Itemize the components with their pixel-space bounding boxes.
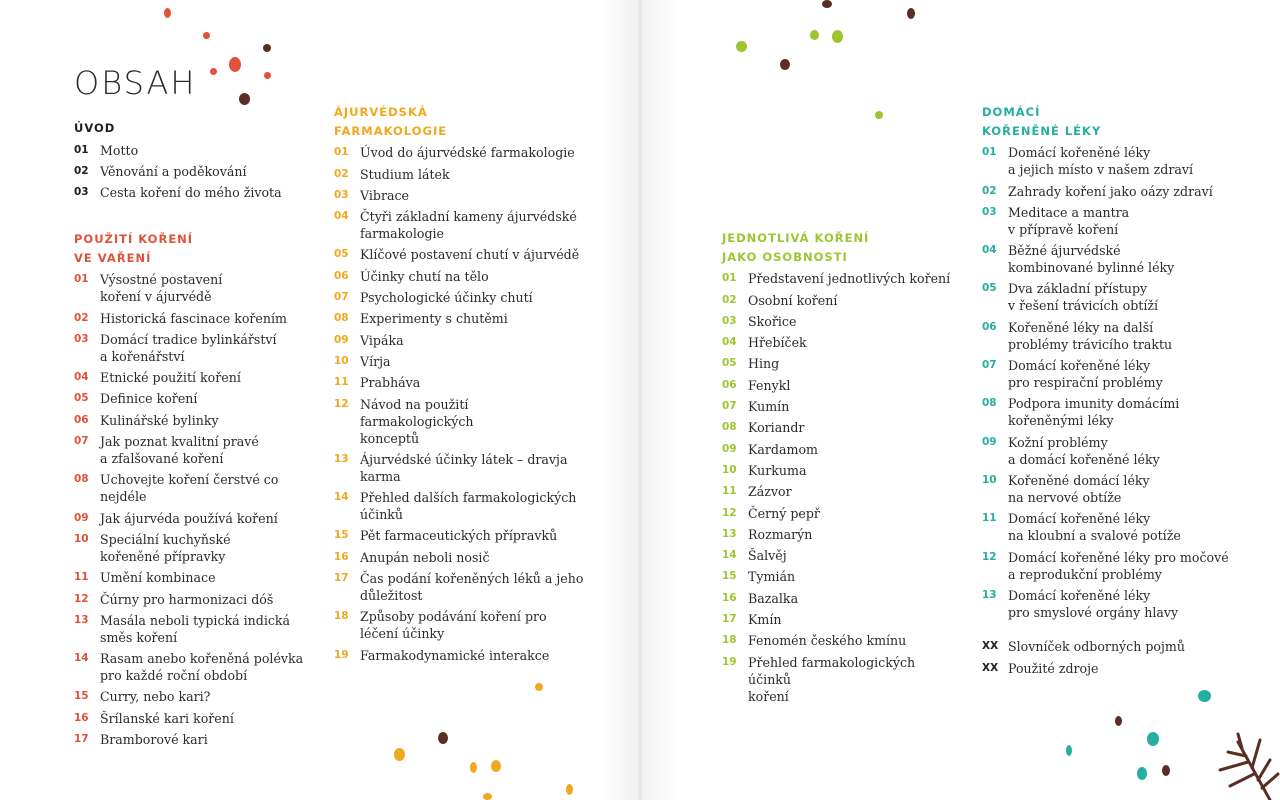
entry-number: 12 [722,506,737,519]
entry-title: Domácí tradice bylinkářství a kořenářství [100,331,277,364]
entry-number: 12 [74,592,89,605]
toc-entry [982,638,1242,655]
entry-number: 09 [722,442,737,455]
entry-number: 13 [722,527,737,540]
entry-title: Fenykl [748,377,791,393]
toc-entry [982,587,1242,621]
toc-list [722,270,962,704]
section-pouziti-koreni [74,230,324,748]
entry-title: Šrílanské kari koření [100,710,234,726]
toc-entry [722,483,962,500]
toc-entry [74,271,324,305]
entry-number: 12 [334,397,349,410]
entry-number: 04 [334,210,349,223]
entry-title: Návod na použití farmakologických konceptů [360,396,474,446]
toc-entry [334,570,584,604]
entry-title: Definice koření [100,391,198,407]
toc-entry [722,419,962,436]
toc-entry [74,471,324,505]
entry-title: Rasam anebo kořeněná polévka pro každé roční období [100,651,304,684]
toc-entry [722,568,962,585]
entry-title: Kořeněné léky na další problémy trávicího traktu [1008,319,1173,352]
toc-entry [74,412,324,429]
entry-number: 09 [334,333,349,346]
toc-entry [74,688,324,705]
entry-title: Kulinářské bylinky [100,412,219,428]
entry-number: 06 [74,413,89,426]
entry-title: Podpora imunity domácími kořeněnými léky [1008,396,1180,429]
toc-entry [982,395,1242,429]
entry-title: Představení jednotlivých koření [748,271,951,287]
section-heading: JEDNOTLIVÁ KOŘENÍ JAKO OSOBNOSTI [722,231,870,264]
entry-number: 04 [74,371,89,384]
toc-entry [334,332,584,349]
entry-number: 15 [722,570,737,583]
entry-number: 18 [722,634,737,647]
entry-number: 06 [334,269,349,282]
entry-number: 16 [722,591,737,604]
entry-number: 04 [722,336,737,349]
entry-title: Domácí kořeněné léky pro močové a reprodukční problémy [1008,549,1229,582]
toc-entry [722,355,962,372]
entry-number: XX [982,661,999,674]
entry-title: Kumín [748,399,790,415]
entry-title: Zahrady koření jako oázy zdraví [1008,183,1213,199]
toc-list [334,144,584,663]
entry-title: Vipáka [360,332,404,348]
section-heading: DOMÁCÍ KOŘENĚNÉ LÉKY [982,105,1102,138]
section-jednotliva-koreni [722,229,962,705]
toc-entry [722,547,962,564]
entry-number: 02 [74,165,89,178]
entry-title: Způsoby podávání koření pro léčení účinky [360,609,547,642]
section-heading: ÚVOD [74,121,116,135]
right-page [640,0,1280,800]
entry-title: Kmín [748,612,782,628]
entry-number: 02 [334,167,349,180]
entry-title: Experimenty s chutěmi [360,311,508,327]
entry-title: Bazalka [748,590,799,606]
toc-entry [74,142,314,159]
toc-entry [334,374,584,391]
entry-number: 07 [722,400,737,413]
entry-title: Čúrny pro harmonizaci dóš [100,591,274,607]
entry-title: Domácí kořeněné léky pro smyslové orgány hlavy [1008,587,1179,620]
entry-number: 03 [722,314,737,327]
toc-entry [334,451,584,485]
entry-title: Tymián [748,569,796,585]
entry-title: Šalvěj [748,548,787,564]
toc-entry [74,569,324,586]
entry-number: 02 [982,184,997,197]
entry-number: 16 [334,550,349,563]
entry-title: Slovníček odborných pojmů [1008,639,1185,655]
entry-title: Kurkuma [748,462,807,478]
entry-number: 17 [74,733,89,746]
entry-number: 13 [982,588,997,601]
entry-title: Jak poznat kvalitní pravé a zfalšované koření [100,434,259,467]
entry-title: Klíčové postavení chutí v ájurvédě [360,247,580,263]
toc-entry [722,590,962,607]
entry-title: Bramborové kari [100,732,208,748]
entry-title: Studium látek [360,166,450,182]
toc-list [982,638,1242,676]
toc-entry [722,526,962,543]
entry-number: 09 [74,511,89,524]
entry-number: 17 [722,613,737,626]
entry-title: Etnické použití koření [100,370,241,386]
entry-title: Koriandr [748,420,805,436]
toc-entry [74,331,324,365]
entry-number: 03 [74,332,89,345]
entry-number: 01 [722,272,737,285]
toc-entry [334,289,584,306]
entry-title: Kořeněné domácí léky na nervové obtíže [1008,472,1150,505]
entry-title: Jak ájurvéda používá koření [100,510,278,526]
entry-number: 11 [334,376,349,389]
toc-entry [334,208,584,242]
entry-number: 01 [74,143,89,156]
toc-entry [722,611,962,628]
entry-title: Černý pepř [748,505,820,521]
entry-title: Čtyři základní kameny ájurvédské farmakologie [360,209,577,242]
entry-number: 14 [334,491,349,504]
toc-entry [74,710,324,727]
toc-entry [334,187,584,204]
entry-number: XX [982,640,999,653]
entry-number: 08 [334,312,349,325]
entry-title: Zázvor [748,484,792,500]
toc-entry [74,390,324,407]
entry-title: Uchovejte koření čerstvé co nejdéle [100,472,279,505]
entry-title: Ájurvédské účinky látek – dravja karma [360,451,568,484]
entry-title: Domácí kořeněné léky a jejich místo v našem zdraví [1008,145,1194,178]
toc-entry [722,632,962,649]
entry-number: 11 [74,571,89,584]
toc-entry [982,510,1242,544]
entry-title: Masála neboli typická indická směs koření [100,612,291,645]
entry-title: Použité zdroje [1008,660,1099,676]
toc-entry [334,608,584,642]
entry-number: 09 [982,435,997,448]
toc-entry [334,527,584,544]
entry-number: 05 [74,392,89,405]
entry-number: 05 [334,248,349,261]
toc-entry [74,591,324,608]
entry-title: Skořice [748,313,797,329]
entry-title: Výsostné postavení koření v ájurvédě [100,272,223,305]
toc-entry [334,268,584,285]
entry-title: Účinky chutí na tělo [360,268,489,284]
entry-number: 08 [722,421,737,434]
section-heading: ÁJURVÉDSKÁ FARMAKOLOGIE [334,105,448,138]
entry-number: 16 [74,711,89,724]
entry-number: 08 [74,473,89,486]
toc-entry [982,434,1242,468]
entry-number: 14 [722,549,737,562]
entry-number: 01 [74,273,89,286]
page-title: OBSAH [74,64,197,102]
entry-title: Anupán neboli nosič [360,549,490,565]
entry-number: 11 [982,512,997,525]
entry-number: 07 [982,359,997,372]
entry-title: Běžné ájurvédské kombinované bylinné léky [1008,243,1175,276]
entry-title: Historická fascinace kořením [100,310,287,326]
toc-entry [334,549,584,566]
entry-number: 05 [722,357,737,370]
entry-number: 14 [74,652,89,665]
entry-title: Cesta koření do mého života [100,185,282,201]
entry-number: 06 [982,320,997,333]
entry-title: Farmakodynamické interakce [360,647,550,663]
entry-title: Osobní koření [748,292,838,308]
toc-entry [74,731,324,748]
entry-title: Přehled farmakologických účinků koření [748,654,916,704]
toc-entry [334,310,584,327]
entry-title: Meditace a mantra v přípravě koření [1008,204,1130,237]
entry-number: 12 [982,550,997,563]
entry-number: 04 [982,244,997,257]
entry-number: 07 [334,291,349,304]
entry-number: 10 [334,354,349,367]
toc-entry [74,650,324,684]
toc-entry [334,144,584,161]
toc-entry [722,377,962,394]
toc-entry [334,246,584,263]
toc-list [982,144,1242,621]
entry-number: 19 [722,655,737,668]
entry-title: Vibrace [360,187,409,203]
toc-entry [982,660,1242,677]
toc-entry [722,441,962,458]
entry-title: Věnování a poděkování [100,164,247,180]
branch-illustration [1200,730,1280,800]
entry-number: 03 [334,188,349,201]
entry-title: Vírja [360,353,391,369]
entry-number: 15 [334,529,349,542]
entry-number: 07 [74,435,89,448]
entry-title: Domácí kořeněné léky pro respirační problémy [1008,358,1163,391]
toc-entry [334,489,584,523]
entry-number: 06 [722,378,737,391]
toc-entry [982,549,1242,583]
entry-number: 10 [722,463,737,476]
entry-title: Kardamom [748,441,818,457]
entry-number: 01 [982,146,997,159]
toc-entry [722,270,962,287]
section-uvod [74,119,314,201]
section-heading: POUŽITÍ KOŘENÍ VE VAŘENÍ [74,232,194,265]
toc-entry [334,647,584,664]
section-appendix [982,634,1242,677]
toc-entry [74,369,324,386]
section-ajurvedska-farmakologie [334,103,584,664]
entry-title: Prabháva [360,375,421,391]
entry-title: Úvod do ájurvédské farmakologie [360,145,575,161]
toc-entry [334,166,584,183]
entry-title: Rozmarýn [748,526,813,542]
section-domaci-korenene-leky [982,103,1242,621]
entry-number: 17 [334,572,349,585]
entry-number: 13 [74,613,89,626]
toc-entry [334,396,584,447]
entry-title: Fenomén českého kmínu [748,633,907,649]
entry-number: 10 [74,532,89,545]
toc-entry [74,310,324,327]
entry-title: Psychologické účinky chutí [360,290,533,306]
entry-number: 02 [74,311,89,324]
toc-entry [74,612,324,646]
toc-entry [334,353,584,370]
toc-entry [982,183,1242,200]
toc-entry [982,357,1242,391]
toc-entry [982,242,1242,276]
toc-entry [722,313,962,330]
entry-title: Dva základní přístupy v řešení trávicích obtíží [1008,281,1159,314]
toc-list [74,271,324,748]
toc-list [74,142,314,202]
toc-entry [74,510,324,527]
entry-title: Motto [100,142,139,158]
entry-number: 11 [722,485,737,498]
toc-entry [74,163,314,180]
toc-entry [982,319,1242,353]
entry-number: 13 [334,452,349,465]
entry-title: Umění kombinace [100,570,216,586]
toc-entry [74,184,314,201]
entry-title: Kožní problémy a domácí kořeněné léky [1008,434,1160,467]
toc-entry [722,654,962,705]
entry-number: 05 [982,282,997,295]
toc-entry [74,433,324,467]
entry-number: 02 [722,293,737,306]
toc-entry [722,462,962,479]
entry-number: 10 [982,473,997,486]
entry-title: Pět farmaceutických přípravků [360,528,558,544]
toc-entry [74,531,324,565]
entry-title: Curry, nebo kari? [100,689,211,705]
entry-number: 01 [334,146,349,159]
toc-entry [722,334,962,351]
entry-number: 19 [334,648,349,661]
entry-number: 08 [982,397,997,410]
entry-title: Hing [748,356,780,372]
toc-entry [722,505,962,522]
toc-entry [722,292,962,309]
toc-entry [982,144,1242,178]
toc-entry [982,280,1242,314]
toc-entry [982,204,1242,238]
entry-title: Přehled dalších farmakologických účinků [360,490,577,523]
toc-entry [982,472,1242,506]
toc-entry [722,398,962,415]
entry-title: Speciální kuchyňské kořeněné přípravky [100,531,231,564]
entry-title: Hřebíček [748,335,807,351]
entry-number: 03 [982,205,997,218]
entry-number: 03 [74,186,89,199]
entry-title: Domácí kořeněné léky na kloubní a svalové potíže [1008,511,1181,544]
entry-number: 18 [334,610,349,623]
entry-title: Čas podání kořeněných léků a jeho důležitost [360,571,584,604]
entry-number: 15 [74,690,89,703]
